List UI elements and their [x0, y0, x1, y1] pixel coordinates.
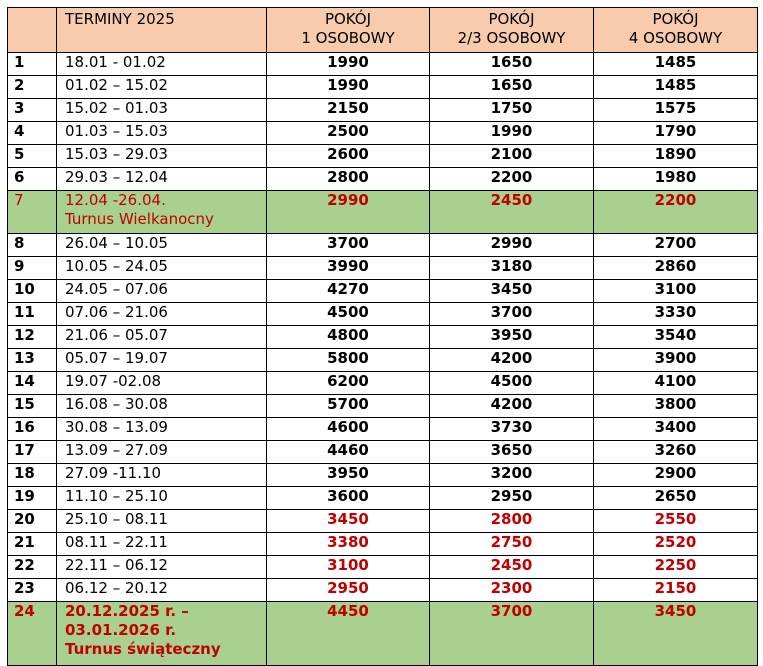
- header-row: [8, 8, 758, 53]
- price-4-person: 2860: [594, 257, 758, 280]
- price-4-person: 3800: [594, 395, 758, 418]
- row-term: 30.08 – 13.09: [57, 418, 267, 441]
- row-number: 18: [8, 464, 57, 487]
- price-1-person: 1990: [267, 53, 430, 76]
- price-table: [7, 7, 758, 666]
- price-1-person: 4800: [267, 326, 430, 349]
- table-row: [8, 579, 758, 602]
- price-2-3-person: 3450: [430, 280, 594, 303]
- row-term: 15.03 – 29.03: [57, 145, 267, 168]
- row-term: 05.07 – 19.07: [57, 349, 267, 372]
- row-term: 01.03 – 15.03: [57, 122, 267, 145]
- price-2-3-person: 2200: [430, 168, 594, 191]
- table-row: [8, 510, 758, 533]
- table-row: [8, 168, 758, 191]
- price-2-3-person: 2300: [430, 579, 594, 602]
- price-2-3-person: 3650: [430, 441, 594, 464]
- price-2-3-person: 3950: [430, 326, 594, 349]
- price-4-person: 3900: [594, 349, 758, 372]
- price-1-person: 2990: [267, 191, 430, 234]
- table-row-christmas: [8, 602, 758, 666]
- price-2-3-person: 2950: [430, 487, 594, 510]
- row-number: 15: [8, 395, 57, 418]
- row-term-note: Turnus Wielkanocny: [65, 210, 214, 228]
- row-number: 22: [8, 556, 57, 579]
- row-number: 10: [8, 280, 57, 303]
- price-2-3-person: 1650: [430, 53, 594, 76]
- header-room-2-3: POKÓJ 2/3 OSOBOWY: [430, 8, 594, 53]
- table-row: [8, 395, 758, 418]
- price-4-person: 3400: [594, 418, 758, 441]
- price-2-3-person: 1650: [430, 76, 594, 99]
- row-number: 20: [8, 510, 57, 533]
- table-row: [8, 303, 758, 326]
- price-4-person: 3100: [594, 280, 758, 303]
- table-row: [8, 326, 758, 349]
- table-row: [8, 487, 758, 510]
- table-row: [8, 533, 758, 556]
- price-2-3-person: 3200: [430, 464, 594, 487]
- price-1-person: 5800: [267, 349, 430, 372]
- row-number: 12: [8, 326, 57, 349]
- row-number: 19: [8, 487, 57, 510]
- price-1-person: 3450: [267, 510, 430, 533]
- row-term: 21.06 – 05.07: [57, 326, 267, 349]
- row-term: 29.03 – 12.04: [57, 168, 267, 191]
- price-4-person: 2700: [594, 234, 758, 257]
- table-row: [8, 372, 758, 395]
- price-1-person: 3700: [267, 234, 430, 257]
- row-term-note: Turnus świąteczny: [65, 640, 221, 658]
- row-number: 1: [8, 53, 57, 76]
- table-row: [8, 464, 758, 487]
- price-1-person: 3950: [267, 464, 430, 487]
- price-2-3-person: 3700: [430, 602, 594, 666]
- row-term: 16.08 – 30.08: [57, 395, 267, 418]
- price-4-person: 1485: [594, 53, 758, 76]
- row-term: 11.10 – 25.10: [57, 487, 267, 510]
- table-row: [8, 556, 758, 579]
- row-number: 23: [8, 579, 57, 602]
- price-4-person: 3450: [594, 602, 758, 666]
- table-row: [8, 257, 758, 280]
- price-4-person: 1980: [594, 168, 758, 191]
- price-4-person: 1485: [594, 76, 758, 99]
- price-1-person: 4450: [267, 602, 430, 666]
- row-number: 3: [8, 99, 57, 122]
- table-row: [8, 418, 758, 441]
- price-2-3-person: 2750: [430, 533, 594, 556]
- price-1-person: 2950: [267, 579, 430, 602]
- header-room-4: POKÓJ 4 OSOBOWY: [594, 8, 758, 53]
- price-1-person: 3100: [267, 556, 430, 579]
- row-number: 11: [8, 303, 57, 326]
- table-row: [8, 76, 758, 99]
- price-1-person: 5700: [267, 395, 430, 418]
- price-1-person: 2800: [267, 168, 430, 191]
- row-term: 06.12 – 20.12: [57, 579, 267, 602]
- table-row: [8, 349, 758, 372]
- price-1-person: 1990: [267, 76, 430, 99]
- price-4-person: 1790: [594, 122, 758, 145]
- table-row: [8, 145, 758, 168]
- price-4-person: 4100: [594, 372, 758, 395]
- table-row: [8, 441, 758, 464]
- row-number: 4: [8, 122, 57, 145]
- price-4-person: 2900: [594, 464, 758, 487]
- price-4-person: 3330: [594, 303, 758, 326]
- price-2-3-person: 2100: [430, 145, 594, 168]
- row-term: 10.05 – 24.05: [57, 257, 267, 280]
- price-1-person: 6200: [267, 372, 430, 395]
- price-4-person: 2150: [594, 579, 758, 602]
- row-number: 8: [8, 234, 57, 257]
- row-number: 5: [8, 145, 57, 168]
- row-term: 26.04 – 10.05: [57, 234, 267, 257]
- price-4-person: 2200: [594, 191, 758, 234]
- row-term: 07.06 – 21.06: [57, 303, 267, 326]
- row-number: 24: [8, 602, 57, 666]
- header-number: [8, 8, 57, 53]
- row-term: 25.10 – 08.11: [57, 510, 267, 533]
- row-term: 08.11 – 22.11: [57, 533, 267, 556]
- price-1-person: 4270: [267, 280, 430, 303]
- price-1-person: 2600: [267, 145, 430, 168]
- row-term: 01.02 – 15.02: [57, 76, 267, 99]
- table-row-easter: [8, 191, 758, 234]
- table-row: [8, 53, 758, 76]
- row-number: 21: [8, 533, 57, 556]
- price-4-person: 1575: [594, 99, 758, 122]
- row-term: 22.11 – 06.12: [57, 556, 267, 579]
- price-1-person: 3990: [267, 257, 430, 280]
- table-row: [8, 99, 758, 122]
- price-1-person: 4460: [267, 441, 430, 464]
- row-term: 18.01 - 01.02: [57, 53, 267, 76]
- row-term: 12.04 -26.04. Turnus Wielkanocny: [57, 191, 267, 234]
- row-number: 14: [8, 372, 57, 395]
- row-term: 13.09 – 27.09: [57, 441, 267, 464]
- row-number: 2: [8, 76, 57, 99]
- price-1-person: 3600: [267, 487, 430, 510]
- row-number: 6: [8, 168, 57, 191]
- price-4-person: 2550: [594, 510, 758, 533]
- row-number: 7: [8, 191, 57, 234]
- price-1-person: 4500: [267, 303, 430, 326]
- price-2-3-person: 4200: [430, 349, 594, 372]
- price-4-person: 1890: [594, 145, 758, 168]
- table-row: [8, 122, 758, 145]
- header-room-1: POKÓJ 1 OSOBOWY: [267, 8, 430, 53]
- price-1-person: 4600: [267, 418, 430, 441]
- price-4-person: 2250: [594, 556, 758, 579]
- row-number: 9: [8, 257, 57, 280]
- header-terms: TERMINY 2025: [57, 8, 267, 53]
- price-2-3-person: 2990: [430, 234, 594, 257]
- price-2-3-person: 3180: [430, 257, 594, 280]
- row-number: 17: [8, 441, 57, 464]
- price-2-3-person: 4500: [430, 372, 594, 395]
- price-4-person: 3540: [594, 326, 758, 349]
- price-4-person: 3260: [594, 441, 758, 464]
- price-2-3-person: 2450: [430, 191, 594, 234]
- price-4-person: 2650: [594, 487, 758, 510]
- row-number: 16: [8, 418, 57, 441]
- row-term: 27.09 -11.10: [57, 464, 267, 487]
- table-row: [8, 234, 758, 257]
- price-2-3-person: 3700: [430, 303, 594, 326]
- price-2-3-person: 2800: [430, 510, 594, 533]
- price-4-person: 2520: [594, 533, 758, 556]
- price-2-3-person: 2450: [430, 556, 594, 579]
- row-term: 24.05 – 07.06: [57, 280, 267, 303]
- price-2-3-person: 3730: [430, 418, 594, 441]
- row-term: 20.12.2025 r. – 03.01.2026 r. Turnus świąteczny: [57, 602, 267, 666]
- table-row: [8, 280, 758, 303]
- price-2-3-person: 1750: [430, 99, 594, 122]
- price-1-person: 2500: [267, 122, 430, 145]
- price-1-person: 3380: [267, 533, 430, 556]
- row-term: 15.02 – 01.03: [57, 99, 267, 122]
- price-1-person: 2150: [267, 99, 430, 122]
- row-term: 19.07 -02.08: [57, 372, 267, 395]
- row-number: 13: [8, 349, 57, 372]
- price-2-3-person: 4200: [430, 395, 594, 418]
- price-2-3-person: 1990: [430, 122, 594, 145]
